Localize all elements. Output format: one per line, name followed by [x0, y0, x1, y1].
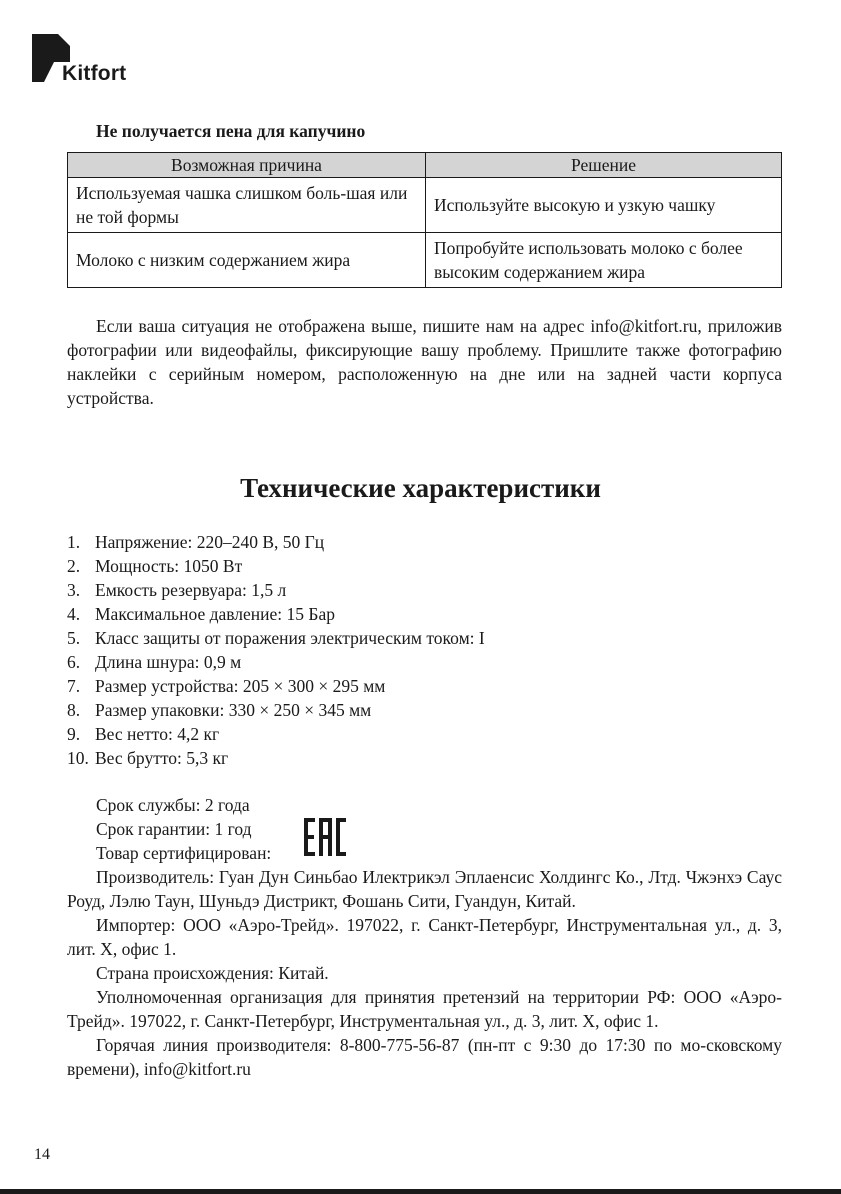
item-text: Вес нетто: 4,2 кг: [95, 724, 220, 744]
warranty-text: Срок гарантии: 1 год: [96, 819, 252, 839]
contact-paragraph: [67, 314, 782, 410]
eac-mark-icon: [304, 818, 346, 856]
item-number: 2.: [67, 556, 81, 576]
contact-text: Если ваша ситуация не отображена выше, пишите нам на адрес info@kitfort.ru, приложив фотографии или видеофайлы, фиксирующие вашу проблему. Пришлите также фотографию наклейки с серийным номером, расположенную на дне или на задней части корпуса устройства.: [67, 316, 782, 408]
item-text: Напряжение: 220–240 В, 50 Гц: [95, 532, 325, 552]
lifetime-text: Срок службы: 2 года: [96, 795, 250, 815]
list-item: [67, 722, 485, 746]
item-text: Вес брутто: 5,3 кг: [95, 748, 229, 768]
header-solution: Решение: [426, 153, 782, 178]
solution-cell: Попробуйте использовать молоко с более высоким содержанием жира: [426, 233, 782, 288]
item-text: Мощность: 1050 Вт: [95, 556, 243, 576]
troubleshoot-title: Не получается пена для капучино: [96, 121, 366, 141]
item-number: 10.: [67, 748, 89, 768]
list-item: [67, 530, 485, 554]
item-number: 4.: [67, 604, 81, 624]
item-text: Класс защиты от поражения электрическим током: I: [95, 628, 485, 648]
list-item: [67, 578, 485, 602]
list-item: [67, 626, 485, 650]
item-text: Размер упаковки: 330 × 250 × 345 мм: [95, 700, 372, 720]
list-item: [67, 698, 485, 722]
certified-text: Товар сертифицирован:: [96, 843, 272, 863]
list-item: [67, 602, 485, 626]
item-text: Емкость резервуара: 1,5 л: [95, 580, 287, 600]
list-item: [67, 746, 485, 770]
list-item: [67, 674, 485, 698]
item-number: 9.: [67, 724, 81, 744]
bottom-rule: [0, 1189, 841, 1194]
item-text: Максимальное давление: 15 Бар: [95, 604, 335, 624]
table-header-row: [68, 153, 782, 178]
item-number: 7.: [67, 676, 81, 696]
specs-title: Технические характеристики: [240, 473, 601, 503]
list-item: [67, 650, 485, 674]
solution-cell: Используйте высокую и узкую чашку: [426, 178, 782, 233]
header-cause: Возможная причина: [68, 153, 426, 178]
troubleshoot-table: [67, 152, 782, 288]
item-number: 3.: [67, 580, 81, 600]
manufacturer-info: [67, 865, 782, 1081]
cause-cell: Используемая чашка слишком боль-шая или не той формы: [68, 178, 426, 233]
authorized-text: Уполномоченная организация для принятия претензий на территории РФ: ООО «Аэро-Трейд». 197022, г. Санкт-Петербург, Инструментальная ул., д. 3, лит. Х, офис 1.: [67, 987, 782, 1031]
specs-list: [67, 530, 485, 770]
origin-text: Страна происхождения: Китай.: [96, 963, 329, 983]
list-item: [67, 554, 485, 578]
item-number: 6.: [67, 652, 81, 672]
item-number: 5.: [67, 628, 81, 648]
table-row: [68, 233, 782, 288]
brand-name: Kitfort: [62, 62, 127, 85]
kitfort-logo: [32, 34, 152, 89]
service-info: [96, 793, 271, 865]
page-number: 14: [34, 1146, 50, 1163]
hotline-text: Горячая линия производителя: 8-800-775-56-87 (пн-пт с 9:30 до 17:30 по мо-сковскому времени), info@kitfort.ru: [67, 1035, 782, 1079]
item-text: Размер устройства: 205 × 300 × 295 мм: [95, 676, 386, 696]
manufacturer-text: Производитель: Гуан Дун Синьбао Илектрикэл Эплаенсис Холдингс Ко., Лтд. Чжэнхэ Саус Роуд, Лэлю Таун, Шуньдэ Дистрикт, Фошань Сити, Гуандун, Китай.: [67, 867, 782, 911]
item-number: 8.: [67, 700, 81, 720]
item-text: Длина шнура: 0,9 м: [95, 652, 242, 672]
cause-cell: Молоко с низким содержанием жира: [68, 233, 426, 288]
item-number: 1.: [67, 532, 81, 552]
importer-text: Импортер: ООО «Аэро-Трейд». 197022, г. Санкт-Петербург, Инструментальная ул., д. 3, лит. Х, офис 1.: [67, 915, 782, 959]
table-row: [68, 178, 782, 233]
